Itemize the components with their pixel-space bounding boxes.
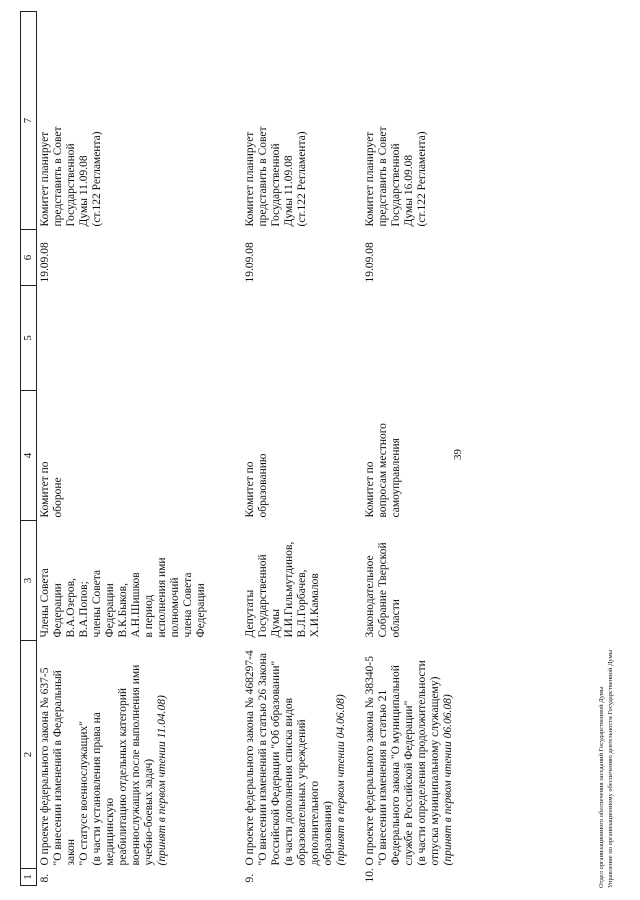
first-reading-note: (принят в первом чтении 06.06.08) bbox=[441, 694, 454, 866]
note-line: Государственной bbox=[389, 143, 402, 227]
bill-title-line: Российской Федерации "Об образовании" bbox=[269, 660, 282, 866]
note-line: представить в Совет bbox=[256, 126, 269, 227]
committee-line: образованию bbox=[256, 453, 269, 518]
column-header: 5 bbox=[21, 286, 37, 391]
date-cell: 19.09.08 bbox=[363, 242, 376, 283]
initiator-line: члена Совета bbox=[182, 572, 194, 638]
bill-title-line: "О статусе военнослужащих" bbox=[78, 721, 90, 866]
initiator-line: исполнения ими bbox=[156, 557, 168, 638]
initiator-line: полномочий bbox=[169, 577, 181, 638]
note-line: представить в Совет bbox=[52, 126, 64, 227]
column-header: 2 bbox=[21, 641, 37, 869]
note-line: (ст.122 Регламента) bbox=[91, 131, 103, 227]
footer-department: Отдел организационного обеспечения заседаний Государственной Думы bbox=[598, 686, 605, 888]
first-reading-note: (принят в первом чтении 11.04.08) bbox=[156, 695, 168, 866]
committee-cell bbox=[362, 391, 458, 521]
bill-title-line: "О внесении изменений в статью 26 Закона bbox=[256, 653, 269, 866]
date-cell: 19.09.08 bbox=[243, 242, 256, 283]
initiator-line: Думы bbox=[269, 609, 282, 638]
row-number: 10. bbox=[363, 868, 376, 883]
row-number: 9. bbox=[243, 873, 256, 883]
column-5-cell bbox=[362, 286, 458, 391]
note-line: Комитет планирует bbox=[243, 131, 256, 227]
table-header-row bbox=[21, 12, 37, 886]
initiator-line: Государственной bbox=[256, 554, 269, 638]
bill-title-cell bbox=[242, 641, 362, 869]
note-cell bbox=[37, 12, 242, 230]
initiator-line: В.А.Озеров, bbox=[65, 578, 77, 638]
agenda-table bbox=[20, 11, 458, 886]
note-line: Государственной bbox=[269, 143, 282, 227]
table-row bbox=[242, 12, 362, 886]
note-line: Государственной bbox=[65, 143, 77, 227]
bill-title-line: (в части дополнения списка видов bbox=[282, 697, 295, 866]
initiator-line: Собрание Тверской bbox=[376, 542, 389, 638]
committee-line: Комитет по bbox=[243, 461, 256, 518]
note-line: (ст.122 Регламента) bbox=[295, 131, 308, 227]
note-line: Комитет планирует bbox=[39, 131, 51, 227]
bill-title-line: (в части установления права на медицинскую bbox=[91, 712, 116, 866]
bill-title-line: О проекте федерального закона № 38340-5 bbox=[363, 656, 376, 866]
first-reading-note: (принят в первом чтении 04.06.08) bbox=[334, 694, 347, 866]
initiator-line: области bbox=[389, 599, 402, 638]
committee-line: обороне bbox=[52, 477, 64, 518]
initiator-line: Федерации bbox=[104, 583, 116, 638]
note-line: Комитет планирует bbox=[363, 131, 376, 227]
note-line: (ст.122 Регламента) bbox=[415, 131, 428, 227]
bill-title-line: службе в Российской Федерации" bbox=[402, 700, 415, 866]
column-5-cell bbox=[37, 286, 242, 391]
initiator-line: Депутаты bbox=[243, 589, 256, 638]
initiator-line: В.К.Быков, bbox=[117, 583, 129, 638]
note-cell bbox=[242, 12, 362, 230]
note-line: Думы 11.09.08 bbox=[78, 155, 90, 227]
note-line: представить в Совет bbox=[376, 126, 389, 227]
bill-title-line: О проекте федерального закона № 468297-4 bbox=[243, 650, 256, 866]
initiator-line: В.Л.Горбачев, bbox=[295, 569, 308, 638]
bill-title-line: "О внесении изменения в статью 21 bbox=[376, 689, 389, 866]
column-header: 6 bbox=[21, 230, 37, 286]
note-cell bbox=[362, 12, 458, 230]
column-header: 7 bbox=[21, 12, 37, 230]
bill-title-line: "О внесении изменений в Федеральный закон bbox=[52, 670, 77, 866]
bill-title-cell bbox=[362, 641, 458, 869]
column-header: 4 bbox=[21, 391, 37, 521]
committee-line: самоуправления bbox=[389, 438, 402, 518]
note-line: Думы 16.09.08 bbox=[402, 154, 415, 227]
column-header: 1 bbox=[21, 869, 37, 886]
initiator-line: А.Н.Шишков bbox=[130, 572, 142, 638]
initiator-line: И.И.Гильмутдинов, bbox=[282, 541, 295, 638]
note-line: Думы 11.09.08 bbox=[282, 155, 295, 227]
bill-title-line: (в части определения продолжительности bbox=[415, 660, 428, 866]
initiator-line: Члены Совета bbox=[39, 568, 51, 638]
committee-cell bbox=[242, 391, 362, 521]
table-row bbox=[362, 12, 458, 886]
row-number: 8. bbox=[39, 873, 51, 883]
initiators-cell bbox=[242, 521, 362, 641]
bill-title-line: образования) bbox=[321, 801, 334, 866]
table-row bbox=[37, 12, 242, 886]
column-header: 3 bbox=[21, 521, 37, 641]
committee-cell bbox=[37, 391, 242, 521]
committee-line: вопросам местного bbox=[376, 423, 389, 518]
bill-title-line: О проекте федерального закона № 637-5 bbox=[39, 667, 51, 866]
page-number: 39 bbox=[452, 449, 464, 460]
date-cell: 19.09.08 bbox=[39, 242, 51, 283]
bill-title-cell bbox=[37, 641, 242, 869]
initiator-line: Законодательное bbox=[363, 555, 376, 638]
initiators-cell bbox=[37, 521, 242, 641]
bill-title-line: Федерального закона "О муниципальной bbox=[389, 665, 402, 866]
committee-line: Комитет по bbox=[39, 461, 51, 518]
initiator-line: Федерации bbox=[52, 583, 64, 638]
initiators-cell bbox=[362, 521, 458, 641]
bill-title-line: реабилитацию отдельных категорий bbox=[117, 687, 129, 866]
footer-directorate: Управление по организационному обеспечению деятельности Государственной Думы bbox=[607, 649, 614, 888]
bill-title-line: учебно-боевых задач) bbox=[143, 758, 155, 866]
bill-title-line: образовательных учреждений дополнительного bbox=[295, 719, 321, 866]
initiator-line: в период bbox=[143, 594, 155, 638]
initiator-line: Федерации bbox=[195, 583, 207, 638]
bill-title-line: военнослужащих после выполнения ими bbox=[130, 664, 142, 866]
initiator-line: В.А.Попов; bbox=[78, 581, 90, 638]
initiator-line: Х.И.Камалов bbox=[308, 573, 321, 638]
bill-title-line: отпуска муниципальному служащему) bbox=[428, 676, 441, 866]
committee-line: Комитет по bbox=[363, 461, 376, 518]
column-5-cell bbox=[242, 286, 362, 391]
initiator-line: члены Совета bbox=[91, 569, 103, 638]
